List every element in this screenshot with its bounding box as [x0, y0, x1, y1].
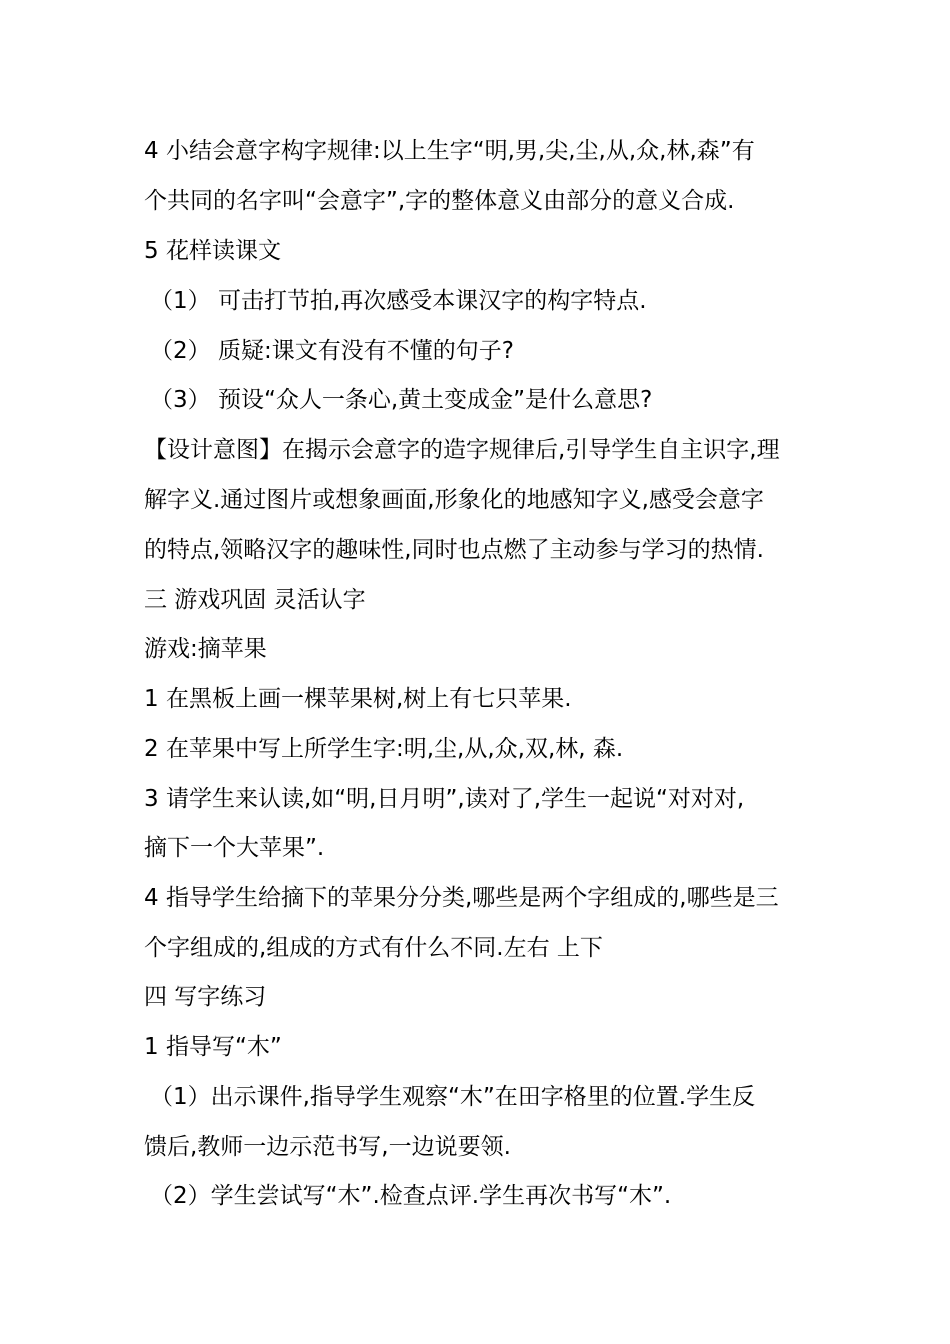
text-line: 游戏:摘苹果 — [144, 636, 267, 662]
text-line: 4 指导学生给摘下的苹果分分类,哪些是两个字组成的,哪些是三 — [144, 885, 779, 911]
text-line: 1 指导写“木” — [144, 1034, 282, 1060]
text-line: 2 在苹果中写上所学生字:明,尘,从,众,双,林, 森. — [144, 736, 624, 762]
text-line: （1）出示课件,指导学生观察“木”在田字格里的位置.学生反 — [150, 1084, 756, 1110]
text-line: （3） 预设“众人一条心,黄土变成金”是什么意思? — [150, 387, 653, 413]
section-heading: 四 写字练习 — [144, 984, 267, 1010]
text-line: 摘下一个大苹果”. — [144, 835, 325, 861]
text-line: （2） 质疑:课文有没有不懂的句子? — [150, 338, 514, 364]
text-line: 1 在黑板上画一棵苹果树,树上有七只苹果. — [144, 686, 572, 712]
text-line: 的特点,领略汉字的趣味性,同时也点燃了主动参与学习的热情. — [144, 537, 764, 563]
text-line: 3 请学生来认读,如“明,日月明”,读对了,学生一起说“对对对, — [144, 786, 745, 812]
text-line: （2）学生尝试写“木”.检查点评.学生再次书写“木”. — [150, 1183, 672, 1209]
text-line: 馈后,教师一边示范书写,一边说要领. — [144, 1134, 511, 1160]
section-heading: 5 花样读课文 — [144, 238, 281, 264]
text-line: 解字义.通过图片或想象画面,形象化的地感知字义,感受会意字 — [144, 487, 764, 513]
text-line: （1） 可击打节拍,再次感受本课汉字的构字特点. — [150, 288, 647, 314]
text-line: 4 小结会意字构字规律:以上生字“明,男,尖,尘,从,众,林,森”有 — [144, 138, 755, 164]
text-line: 个共同的名字叫“会意字”,字的整体意义由部分的意义合成. — [144, 188, 735, 214]
text-line: 个字组成的,组成的方式有什么不同.左右 上下 — [144, 935, 603, 961]
section-heading: 三 游戏巩固 灵活认字 — [144, 587, 366, 613]
text-line: 【设计意图】在揭示会意字的造字规律后,引导学生自主识字,理 — [144, 437, 780, 463]
